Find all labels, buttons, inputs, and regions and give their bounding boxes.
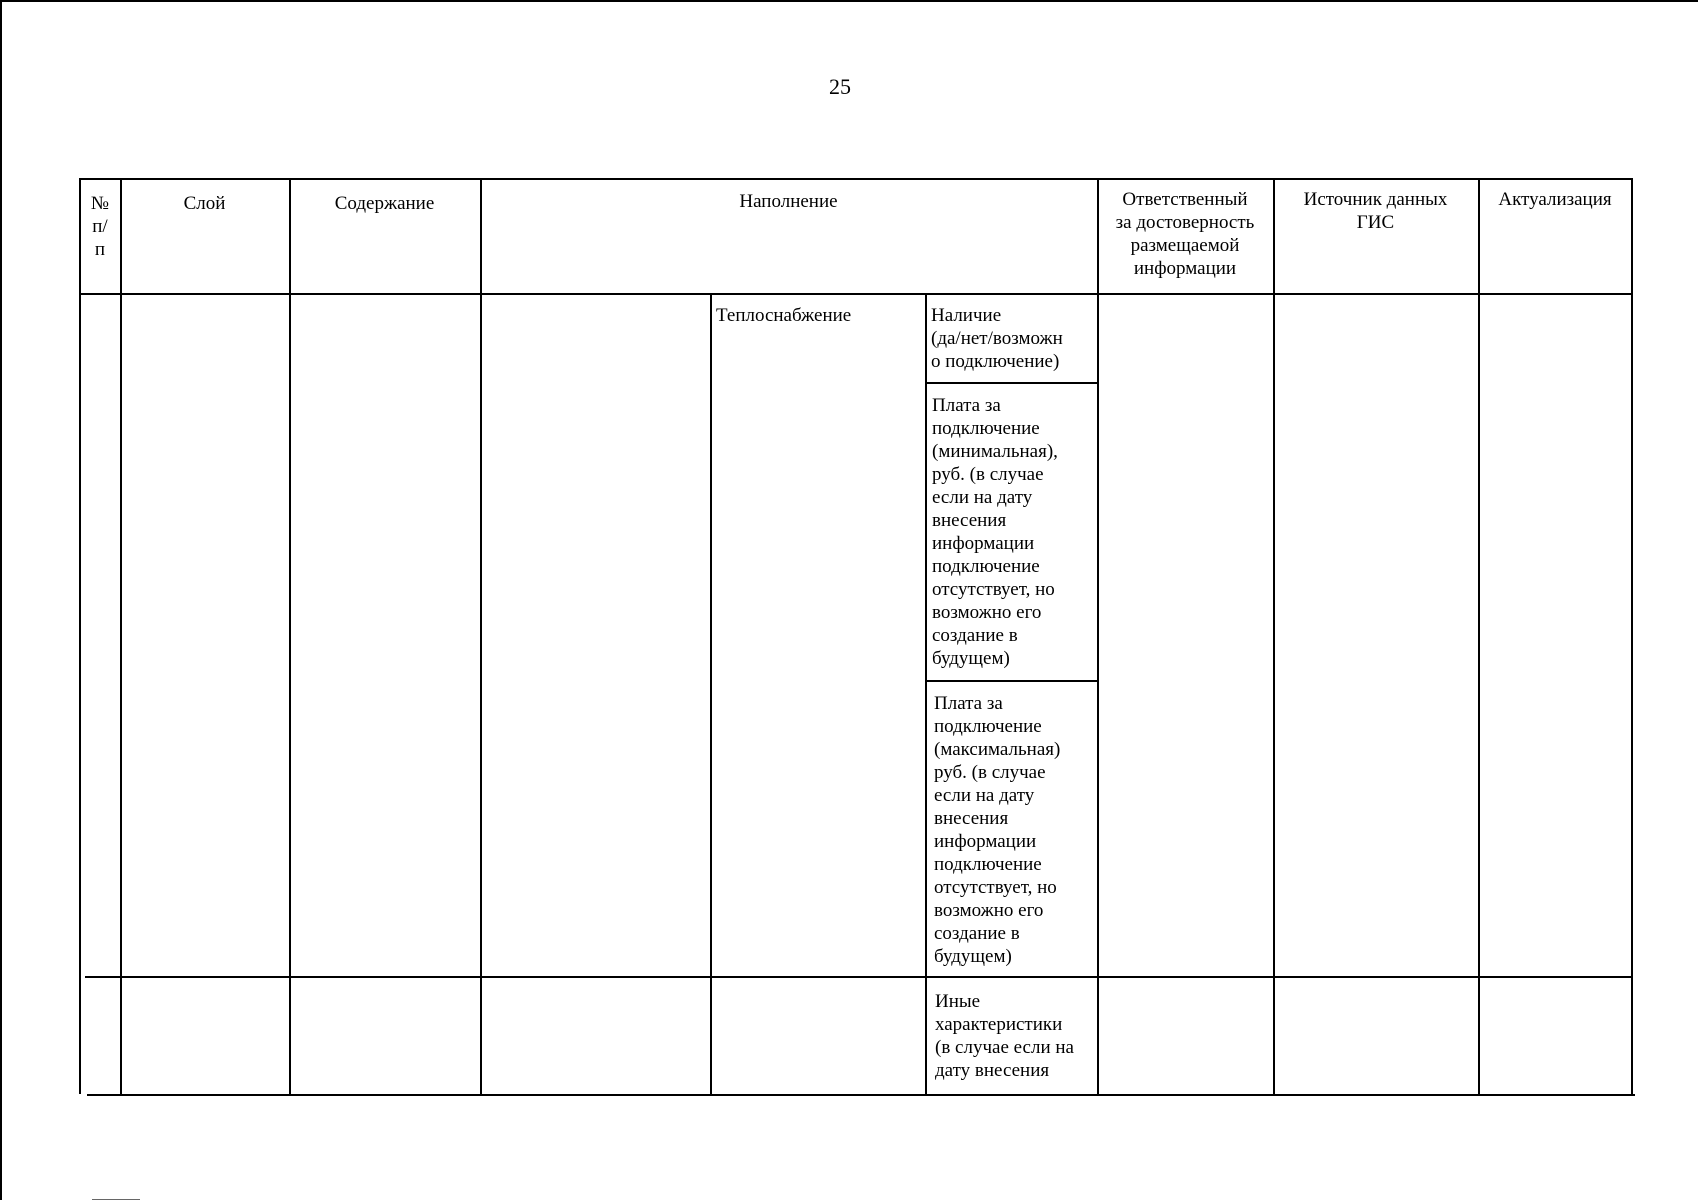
header-filling: Наполнение [739,191,838,212]
col-border-9 [1631,178,1633,1094]
attr-availability: Наличие (да/нет/возможн о подключение) [931,305,1063,372]
col-border-7 [1273,178,1275,1094]
col-border-8 [1478,178,1480,1094]
table-bottom-border [87,1094,1635,1096]
scan-edge-left [0,0,2,1200]
table-top-border [79,178,1632,180]
row-divider [85,976,1633,978]
attr-fee-max: Плата за подключение (максимальная) руб. (в случае если на дату внесения информации подключение отсутствует, но возможно его создание в будущем) [934,693,1061,967]
col-border-6 [1097,178,1099,1094]
col-border-5 [925,293,927,1094]
sub-divider-2 [925,680,1098,682]
col-border-4 [710,293,712,1094]
header-bottom-border [79,293,1632,295]
col-border-1 [120,178,122,1094]
header-update: Актуализация [1498,189,1612,210]
header-source: Источник данных ГИС [1303,189,1448,233]
page-number: 25 [829,74,851,99]
col-border-2 [289,178,291,1094]
col-border-3 [480,178,482,1094]
attr-other: Иные характеристики (в случае если на дату внесения [935,991,1074,1081]
utility-name: Теплоснабжение [716,305,852,326]
attr-fee-min: Плата за подключение (минимальная), руб. (в случае если на дату внесения информации подключение отсутствует, но возможно его создание в будущем) [932,395,1058,669]
col-border-0 [79,178,81,1094]
header-responsible: Ответственный за достоверность размещаемой информации [1115,189,1255,279]
scan-edge-top [0,0,1698,2]
header-layer: Слой [183,193,226,214]
sub-divider-1 [925,382,1098,384]
header-content: Содержание [334,193,435,214]
header-num: № п/ п [90,193,110,260]
